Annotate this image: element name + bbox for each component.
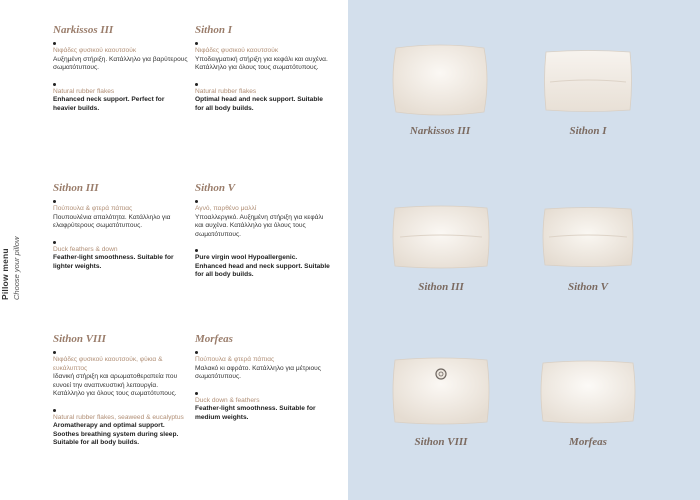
english-description: Aromatherapy and optimal support. Soothes breathing system during sleep. Suitable for all body builds.: [53, 422, 179, 446]
entry-name: Sithon III: [53, 182, 99, 194]
greek-material: Νιφάδες φυσικού καουτσούκ, φύκια & ευκάλυπτος: [53, 356, 163, 372]
bullet-icon: [53, 351, 56, 354]
pillow-image-morfeas: [538, 357, 638, 427]
entry-sithon-iii: [53, 182, 188, 271]
greek-description: Μαλακό κι αφράτο. Κατάλληλο για μέτριους σωματότυπους.: [195, 364, 321, 380]
english-description: Pure virgin wool Hypoallergenic. Enhanced head and neck support. Suitable for all body builds.: [195, 254, 330, 278]
greek-material: Νιφάδες φυσικού καουτσούκ: [195, 47, 279, 54]
pillow-image-sithon-iii: [390, 202, 492, 272]
bullet-icon: [53, 42, 56, 45]
pillow-image-sithon-v: [540, 204, 636, 270]
greek-material: Πούπουλα & φτερά πάπιας: [195, 356, 275, 363]
greek-material: Νιφάδες φυσικού καουτσούκ: [53, 47, 137, 54]
greek-material: Αγνό, παρθένο μαλλί: [195, 205, 257, 212]
pillow-image-sithon-i: [542, 48, 634, 114]
pillow-image-narkissos-iii: [390, 42, 490, 118]
pillow-label: Morfeas: [569, 436, 607, 448]
entry-name: Narkissos III: [53, 24, 114, 36]
bullet-icon: [195, 83, 198, 86]
entry-name: Morfeas: [195, 333, 233, 345]
entry-narkissos-iii: [53, 24, 188, 113]
bullet-icon: [53, 241, 56, 244]
side-label: [0, 150, 40, 300]
bullet-icon: [53, 200, 56, 203]
pillow-panel: [348, 0, 700, 500]
pillow-label: Narkissos III: [409, 125, 471, 137]
bullet-icon: [53, 83, 56, 86]
pillow-image-sithon-viii: [390, 354, 492, 428]
greek-description: Πουπουλένια απαλότητα. Κατάλληλο για ελαφρύτερους σωματότυπους.: [53, 213, 171, 229]
pillow-label: Sithon V: [567, 281, 609, 293]
greek-description: Υποαλλεργικό. Αυξημένη στήριξη για κεφάλι και αυχένα. Κατάλληλο για όλους τους σωματότυπους.: [195, 213, 324, 238]
english-description: Feather-light smoothness. Suitable for medium weights.: [195, 405, 316, 421]
english-description: Feather-light smoothness. Suitable for lighter weights.: [53, 254, 174, 270]
pillow-label: Sithon I: [569, 125, 607, 137]
english-description: Enhanced neck support. Perfect for heavier builds.: [53, 96, 165, 112]
english-material: Duck down & feathers: [195, 396, 260, 404]
entry-name: Sithon V: [195, 182, 236, 194]
bullet-icon: [195, 351, 198, 354]
pillow-label: Sithon VIII: [414, 436, 468, 448]
bullet-icon: [195, 42, 198, 45]
entry-sithon-i: [195, 24, 330, 113]
english-material: Duck feathers & down: [53, 245, 118, 253]
bullet-icon: [195, 249, 198, 252]
bullet-icon: [53, 409, 56, 412]
entry-name: Sithon VIII: [53, 333, 106, 345]
english-material: Natural rubber flakes, seaweed & eucalyptus: [53, 413, 184, 421]
english-material: Natural rubber flakes: [53, 87, 115, 95]
menu-title: Pillow menu: [0, 248, 10, 300]
english-description: Optimal head and neck support. Suitable for all body builds.: [195, 96, 323, 112]
text-panel: [0, 0, 348, 500]
bullet-icon: [195, 392, 198, 395]
greek-material: Πούπουλα & φτερά πάπιας: [53, 205, 133, 212]
entry-sithon-viii: [53, 333, 188, 448]
entry-sithon-v: [195, 182, 330, 280]
entry-name: Sithon I: [195, 24, 232, 36]
greek-description: Υποδειγματική στήριξη για κεφάλι και αυχένα. Κατάλληλο για όλους τους σωματότυπους.: [195, 55, 328, 71]
entry-morfeas: [195, 333, 330, 422]
greek-description: Ιδανική στήριξη και αρωματοθεραπεία που ευνοεί την αναπνευστική λειτουργία. Κατάλληλο για όλους τους σωματότυπους.: [53, 373, 178, 397]
greek-description: Αυξημένη στήριξη. Κατάλληλο για βαρύτερους σωματότυπους.: [53, 55, 188, 71]
bullet-icon: [195, 200, 198, 203]
menu-subtitle: Choose your pillow: [12, 236, 21, 300]
pillow-label: Sithon III: [418, 281, 464, 293]
english-material: Natural rubber flakes: [195, 87, 257, 95]
